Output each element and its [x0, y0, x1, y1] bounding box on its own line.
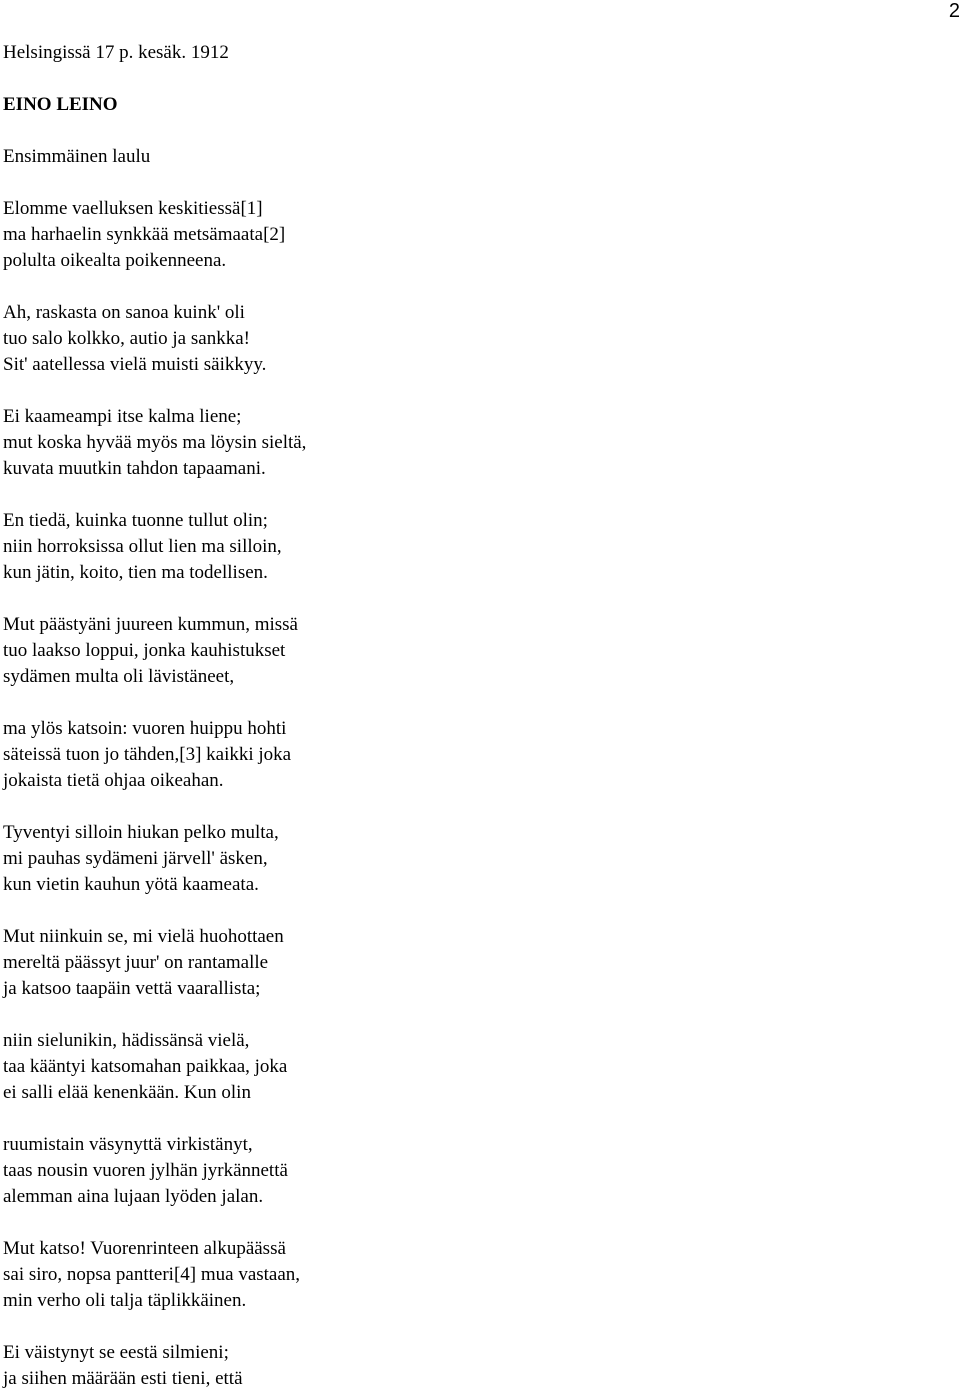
- verse-line: sai siro, nopsa pantteri[4] mua vastaan,: [3, 1264, 301, 1285]
- verse-line: jokaista tietä ohjaa oikeahan.: [3, 770, 224, 791]
- spacer: [3, 1210, 903, 1236]
- spacer: [3, 1314, 903, 1340]
- stanza: [3, 612, 903, 690]
- stanza: [3, 716, 903, 794]
- verse-line: sydämen multa oli lävistäneet,: [3, 666, 235, 687]
- stanza: [3, 508, 903, 586]
- verse-line: taas nousin vuoren jylhän jyrkännettä: [3, 1160, 288, 1181]
- verse-line: ruumistain väsynyttä virkistänyt,: [3, 1134, 253, 1155]
- verse-line: En tiedä, kuinka tuonne tullut olin;: [3, 510, 268, 531]
- verse-line: säteissä tuon jo tähden,[3] kaikki joka: [3, 744, 292, 765]
- verse-line: ma harhaelin synkkää metsämaata[2]: [3, 224, 286, 245]
- spacer: [3, 586, 903, 612]
- verse-line: mereltä päässyt juur' on rantamalle: [3, 952, 269, 973]
- verse-line: mut koska hyvää myös ma löysin sieltä,: [3, 432, 307, 453]
- stanza: [3, 300, 903, 378]
- spacer: [3, 118, 903, 144]
- verse-line: ja siihen määrään esti tieni, että: [3, 1368, 243, 1389]
- verse-line: Mut katso! Vuorenrinteen alkupäässä: [3, 1238, 286, 1259]
- verse-line: taa kääntyi katsomahan paikkaa, joka: [3, 1056, 288, 1077]
- stanza: [3, 196, 903, 274]
- verse-line: tuo salo kolkko, autio ja sankka!: [3, 328, 250, 349]
- spacer: [3, 1106, 903, 1132]
- stanza: [3, 1340, 903, 1392]
- stanza: [3, 924, 903, 1002]
- verse-line: Sit' aatellessa vielä muisti säikkyy.: [3, 354, 267, 375]
- spacer: [3, 66, 903, 92]
- spacer: [3, 378, 903, 404]
- verse-line: niin horroksissa ollut lien ma silloin,: [3, 536, 282, 557]
- verse-line: Ei kaameampi itse kalma liene;: [3, 406, 242, 427]
- stanza: [3, 820, 903, 898]
- spacer: [3, 794, 903, 820]
- stanza: [3, 1028, 903, 1106]
- verse-line: Mut päästyäni juureen kummun, missä: [3, 614, 298, 635]
- document-body: [3, 40, 903, 1392]
- verse-line: tuo laakso loppui, jonka kauhistukset: [3, 640, 286, 661]
- spacer: [3, 170, 903, 196]
- spacer: [3, 898, 903, 924]
- verse-line: Ei väistynyt se eestä silmieni;: [3, 1342, 229, 1363]
- verse-line: alemman aina lujaan lyöden jalan.: [3, 1186, 264, 1207]
- verse-line: Mut niinkuin se, mi vielä huohottaen: [3, 926, 284, 947]
- verse-line: niin sielunikin, hädissänsä vielä,: [3, 1030, 250, 1051]
- spacer: [3, 274, 903, 300]
- verse-line: ja katsoo taapäin vettä vaarallista;: [3, 978, 261, 999]
- verse-line: kuvata muutkin tahdon tapaamani.: [3, 458, 266, 479]
- verse-line: Tyventyi silloin hiukan pelko multa,: [3, 822, 279, 843]
- verse-line: kun vietin kauhun yötä kaameata.: [3, 874, 259, 895]
- verse-line: ei salli elää kenenkään. Kun olin: [3, 1082, 251, 1103]
- spacer: [3, 690, 903, 716]
- verse-line: ma ylös katsoin: vuoren huippu hohti: [3, 718, 287, 739]
- page-number: 2: [948, 0, 960, 22]
- verse-line: min verho oli talja täplikkäinen.: [3, 1290, 247, 1311]
- spacer: [3, 1002, 903, 1028]
- stanza: [3, 1236, 903, 1314]
- stanza: [3, 1132, 903, 1210]
- verse-line: kun jätin, koito, tien ma todellisen.: [3, 562, 268, 583]
- verse-line: mi pauhas sydämeni järvell' äsken,: [3, 848, 268, 869]
- verse-line: Ah, raskasta on sanoa kuink' oli: [3, 302, 245, 323]
- dateline: Helsingissä 17 p. kesäk. 1912: [3, 42, 229, 63]
- stanza: [3, 404, 903, 482]
- verse-line: Elomme vaelluksen keskitiessä[1]: [3, 198, 263, 219]
- author-heading: EINO LEINO: [3, 94, 118, 115]
- poem-title: Ensimmäinen laulu: [3, 146, 151, 167]
- spacer: [3, 482, 903, 508]
- verse-line: polulta oikealta poikenneena.: [3, 250, 227, 271]
